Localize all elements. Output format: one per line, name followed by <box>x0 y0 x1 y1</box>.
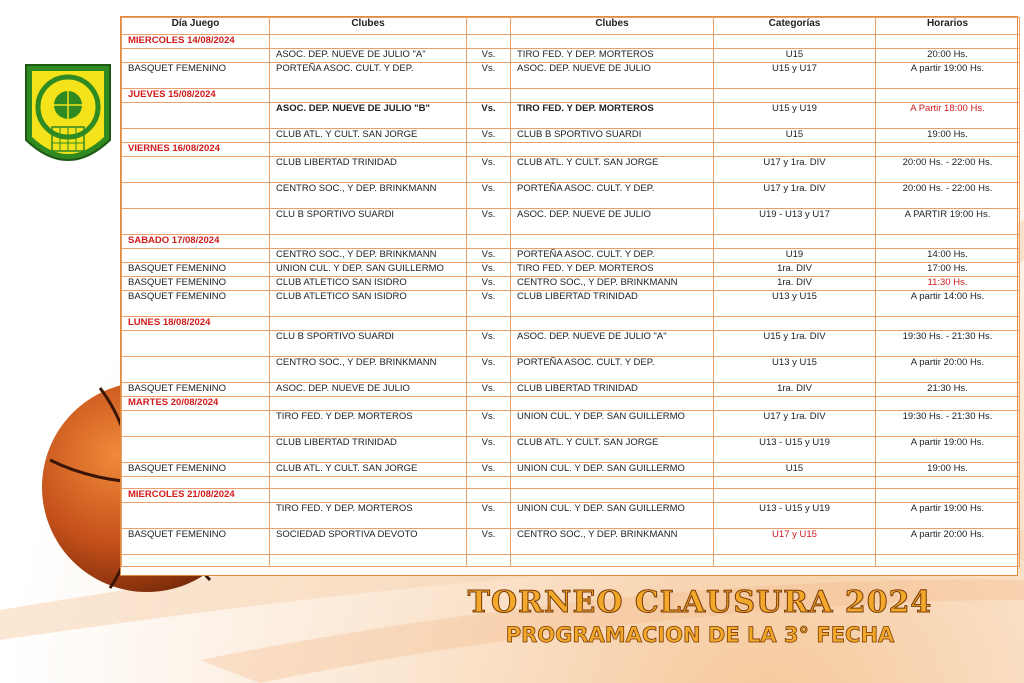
club-home-cell: CLUB ATLETICO SAN ISIDRO <box>270 277 467 291</box>
match-row <box>122 249 1020 263</box>
time-cell: 19:00 Hs. <box>876 463 1020 477</box>
time-cell: A partir 19:00 Hs. <box>876 503 1020 529</box>
match-row <box>122 129 1020 143</box>
empty-cell <box>511 317 714 331</box>
club-home-cell: TIRO FED. Y DEP. MORTEROS <box>270 503 467 529</box>
club-home-cell: CLUB ATL. Y CULT. SAN JORGE <box>270 129 467 143</box>
dia-cell: BASQUET FEMENINO <box>122 291 270 317</box>
time-cell: A partir 14:00 Hs. <box>876 291 1020 317</box>
dia-cell <box>122 331 270 357</box>
empty-cell <box>270 89 467 103</box>
schedule-table <box>120 16 1018 576</box>
time-cell: 20:00 Hs. - 22:00 Hs. <box>876 157 1020 183</box>
club-away-cell: TIRO FED. Y DEP. MORTEROS <box>511 103 714 129</box>
club-home-cell: CLUB LIBERTAD TRINIDAD <box>270 437 467 463</box>
category-cell: U15 <box>714 49 876 63</box>
category-cell: U17 y 1ra. DIV <box>714 157 876 183</box>
empty-cell <box>467 143 511 157</box>
page-subtitle: PROGRAMACION DE LA 3° FECHA <box>505 623 895 647</box>
category-cell: U13 y U15 <box>714 291 876 317</box>
vs-cell: Vs. <box>467 529 511 555</box>
match-row <box>122 529 1020 555</box>
vs-cell: Vs. <box>467 209 511 235</box>
page-title: TORNEO CLAUSURA 2024 <box>467 585 933 620</box>
empty-cell <box>876 317 1020 331</box>
dia-cell: BASQUET FEMENINO <box>122 529 270 555</box>
club-home-cell: SOCIEDAD SPORTIVA DEVOTO <box>270 529 467 555</box>
dia-cell: BASQUET FEMENINO <box>122 463 270 477</box>
day-label: VIERNES 16/08/2024 <box>122 143 270 157</box>
club-away-cell: PORTEÑA ASOC. CULT. Y DEP. <box>511 357 714 383</box>
empty-cell <box>467 235 511 249</box>
category-cell: 1ra. DIV <box>714 263 876 277</box>
empty-cell <box>714 35 876 49</box>
day-header-row <box>122 89 1020 103</box>
vs-cell: Vs. <box>467 129 511 143</box>
empty-cell <box>270 317 467 331</box>
match-row <box>122 183 1020 209</box>
match-row <box>122 49 1020 63</box>
club-home-cell: CLU B SPORTIVO SUARDI <box>270 331 467 357</box>
club-away-cell: PORTEÑA ASOC. CULT. Y DEP. <box>511 183 714 209</box>
empty-cell <box>876 35 1020 49</box>
dia-cell <box>122 357 270 383</box>
time-cell: A Partir 18:00 Hs. <box>876 103 1020 129</box>
club-home-cell: CENTRO SOC., Y DEP. BRINKMANN <box>270 357 467 383</box>
empty-cell <box>511 235 714 249</box>
club-home-cell: PORTEÑA ASOC. CULT. Y DEP. <box>270 63 467 89</box>
club-away-cell: UNION CUL. Y DEP. SAN GUILLERMO <box>511 411 714 437</box>
day-header-row <box>122 35 1020 49</box>
day-label: MARTES 20/08/2024 <box>122 397 270 411</box>
vs-cell: Vs. <box>467 103 511 129</box>
empty-cell <box>511 89 714 103</box>
empty-cell <box>467 89 511 103</box>
day-header-row <box>122 397 1020 411</box>
vs-cell: Vs. <box>467 437 511 463</box>
club-away-cell: CLUB ATL. Y CULT. SAN JORGE <box>511 437 714 463</box>
vs-cell: Vs. <box>467 411 511 437</box>
dia-cell <box>122 103 270 129</box>
vs-cell: Vs. <box>467 183 511 209</box>
empty-cell <box>511 143 714 157</box>
empty-cell <box>714 235 876 249</box>
category-cell: U19 <box>714 249 876 263</box>
club-home-cell: ASOC. DEP. NUEVE DE JULIO "B" <box>270 103 467 129</box>
empty-cell <box>511 477 714 489</box>
match-row <box>122 411 1020 437</box>
match-row <box>122 63 1020 89</box>
time-cell: 11:30 Hs. <box>876 277 1020 291</box>
time-cell: A partir 19:00 Hs. <box>876 63 1020 89</box>
category-cell: U15 <box>714 463 876 477</box>
category-cell: U15 y U17 <box>714 63 876 89</box>
empty-cell <box>876 89 1020 103</box>
match-row <box>122 357 1020 383</box>
club-away-cell: CLUB ATL. Y CULT. SAN JORGE <box>511 157 714 183</box>
day-header-row <box>122 143 1020 157</box>
day-label: MIERCOLES 14/08/2024 <box>122 35 270 49</box>
empty-cell <box>876 477 1020 489</box>
vs-cell: Vs. <box>467 357 511 383</box>
club-away-cell: CLUB LIBERTAD TRINIDAD <box>511 291 714 317</box>
time-cell: 21:30 Hs. <box>876 383 1020 397</box>
club-away-cell: PORTEÑA ASOC. CULT. Y DEP. <box>511 249 714 263</box>
match-row <box>122 157 1020 183</box>
club-away-cell: CLUB LIBERTAD TRINIDAD <box>511 383 714 397</box>
empty-cell <box>876 235 1020 249</box>
empty-cell <box>714 143 876 157</box>
club-home-cell: ASOC. DEP. NUEVE DE JULIO <box>270 383 467 397</box>
time-cell: 17:00 Hs. <box>876 263 1020 277</box>
category-cell: 1ra. DIV <box>714 277 876 291</box>
empty-cell <box>467 317 511 331</box>
empty-cell <box>467 397 511 411</box>
match-row <box>122 263 1020 277</box>
col-categorias-header: Categorías <box>714 18 876 35</box>
category-cell: U13 - U15 y U19 <box>714 437 876 463</box>
match-row <box>122 331 1020 357</box>
match-row <box>122 463 1020 477</box>
match-row <box>122 437 1020 463</box>
empty-cell <box>467 489 511 503</box>
empty-cell <box>270 489 467 503</box>
empty-cell <box>876 555 1020 567</box>
schedule-body <box>122 35 1020 567</box>
club-away-cell: UNION CUL. Y DEP. SAN GUILLERMO <box>511 503 714 529</box>
vs-cell: Vs. <box>467 49 511 63</box>
empty-cell <box>714 89 876 103</box>
dia-cell <box>122 437 270 463</box>
club-home-cell: CENTRO SOC., Y DEP. BRINKMANN <box>270 183 467 209</box>
empty-cell <box>876 143 1020 157</box>
empty-cell <box>714 317 876 331</box>
dia-cell <box>122 183 270 209</box>
day-label: JUEVES 15/08/2024 <box>122 89 270 103</box>
category-cell: U13 - U15 y U19 <box>714 503 876 529</box>
day-header-row <box>122 489 1020 503</box>
empty-cell <box>511 489 714 503</box>
empty-cell <box>714 477 876 489</box>
club-away-cell: CENTRO SOC., Y DEP. BRINKMANN <box>511 277 714 291</box>
match-row <box>122 383 1020 397</box>
day-label: SABADO 17/08/2024 <box>122 235 270 249</box>
time-cell: 20:00 Hs. - 22:00 Hs. <box>876 183 1020 209</box>
category-cell: U19 - U13 y U17 <box>714 209 876 235</box>
col-clubes2-header: Clubes <box>511 18 714 35</box>
club-away-cell: ASOC. DEP. NUEVE DE JULIO <box>511 63 714 89</box>
empty-cell <box>270 143 467 157</box>
club-home-cell: CLUB ATLETICO SAN ISIDRO <box>270 291 467 317</box>
vs-cell: Vs. <box>467 463 511 477</box>
club-home-cell: CLUB ATL. Y CULT. SAN JORGE <box>270 463 467 477</box>
empty-cell <box>511 397 714 411</box>
dia-cell <box>122 411 270 437</box>
club-home-cell: CLU B SPORTIVO SUARDI <box>270 209 467 235</box>
club-home-cell: UNION CUL. Y DEP. SAN GUILLERMO <box>270 263 467 277</box>
vs-cell: Vs. <box>467 249 511 263</box>
empty-cell <box>714 555 876 567</box>
empty-cell <box>876 489 1020 503</box>
club-away-cell: TIRO FED. Y DEP. MORTEROS <box>511 263 714 277</box>
dia-cell: BASQUET FEMENINO <box>122 383 270 397</box>
dia-cell <box>122 49 270 63</box>
blank-row <box>122 555 1020 567</box>
empty-cell <box>122 555 270 567</box>
time-cell: 19:30 Hs. - 21:30 Hs. <box>876 411 1020 437</box>
club-home-cell: CLUB LIBERTAD TRINIDAD <box>270 157 467 183</box>
club-home-cell: TIRO FED. Y DEP. MORTEROS <box>270 411 467 437</box>
category-cell: U13 y U15 <box>714 357 876 383</box>
empty-cell <box>122 477 270 489</box>
category-cell: U15 y 1ra. DIV <box>714 331 876 357</box>
dia-cell <box>122 249 270 263</box>
club-away-cell: ASOC. DEP. NUEVE DE JULIO "A" <box>511 331 714 357</box>
time-cell: 19:30 Hs. - 21:30 Hs. <box>876 331 1020 357</box>
vs-cell: Vs. <box>467 63 511 89</box>
club-away-cell: TIRO FED. Y DEP. MORTEROS <box>511 49 714 63</box>
association-logo <box>18 55 118 180</box>
category-cell: U15 y U19 <box>714 103 876 129</box>
empty-cell <box>270 235 467 249</box>
col-dia-header: Día Juego <box>122 18 270 35</box>
dia-cell: BASQUET FEMENINO <box>122 63 270 89</box>
day-header-row <box>122 317 1020 331</box>
vs-cell: Vs. <box>467 331 511 357</box>
time-cell: A partir 20:00 Hs. <box>876 357 1020 383</box>
empty-cell <box>270 555 467 567</box>
dia-cell: BASQUET FEMENINO <box>122 263 270 277</box>
club-away-cell: UNION CUL. Y DEP. SAN GUILLERMO <box>511 463 714 477</box>
match-row <box>122 209 1020 235</box>
match-row <box>122 291 1020 317</box>
category-cell: U17 y 1ra. DIV <box>714 411 876 437</box>
match-row <box>122 277 1020 291</box>
category-cell: 1ra. DIV <box>714 383 876 397</box>
time-cell: 19:00 Hs. <box>876 129 1020 143</box>
club-away-cell: ASOC. DEP. NUEVE DE JULIO <box>511 209 714 235</box>
vs-cell: Vs. <box>467 263 511 277</box>
header-row <box>122 18 1020 35</box>
dia-cell <box>122 209 270 235</box>
dia-cell <box>122 129 270 143</box>
time-cell: A partir 19:00 Hs. <box>876 437 1020 463</box>
club-away-cell: CLUB B SPORTIVO SUARDI <box>511 129 714 143</box>
club-away-cell: CENTRO SOC., Y DEP. BRINKMANN <box>511 529 714 555</box>
vs-cell: Vs. <box>467 277 511 291</box>
empty-cell <box>511 555 714 567</box>
time-cell: 20:00 Hs. <box>876 49 1020 63</box>
category-cell: U15 <box>714 129 876 143</box>
empty-cell <box>270 477 467 489</box>
dia-cell: BASQUET FEMENINO <box>122 277 270 291</box>
vs-cell: Vs. <box>467 291 511 317</box>
empty-cell <box>714 397 876 411</box>
time-cell: A PARTIR 19:00 Hs. <box>876 209 1020 235</box>
vs-cell: Vs. <box>467 503 511 529</box>
empty-cell <box>876 397 1020 411</box>
vs-cell: Vs. <box>467 157 511 183</box>
col-horarios-header: Horarios <box>876 18 1020 35</box>
blank-row <box>122 477 1020 489</box>
time-cell: A partir 20:00 Hs. <box>876 529 1020 555</box>
dia-cell <box>122 503 270 529</box>
match-row <box>122 103 1020 129</box>
match-row <box>122 503 1020 529</box>
day-label: MIERCOLES 21/08/2024 <box>122 489 270 503</box>
empty-cell <box>714 489 876 503</box>
col-vs-header <box>467 18 511 35</box>
category-cell: U17 y U15 <box>714 529 876 555</box>
club-home-cell: ASOC. DEP. NUEVE DE JULIO "A" <box>270 49 467 63</box>
category-cell: U17 y 1ra. DIV <box>714 183 876 209</box>
empty-cell <box>511 35 714 49</box>
time-cell: 14:00 Hs. <box>876 249 1020 263</box>
empty-cell <box>467 35 511 49</box>
day-label: LUNES 18/08/2024 <box>122 317 270 331</box>
dia-cell <box>122 157 270 183</box>
empty-cell <box>467 477 511 489</box>
vs-cell: Vs. <box>467 383 511 397</box>
club-home-cell: CENTRO SOC., Y DEP. BRINKMANN <box>270 249 467 263</box>
empty-cell <box>270 35 467 49</box>
empty-cell <box>467 555 511 567</box>
col-clubes1-header: Clubes <box>270 18 467 35</box>
empty-cell <box>270 397 467 411</box>
day-header-row <box>122 235 1020 249</box>
